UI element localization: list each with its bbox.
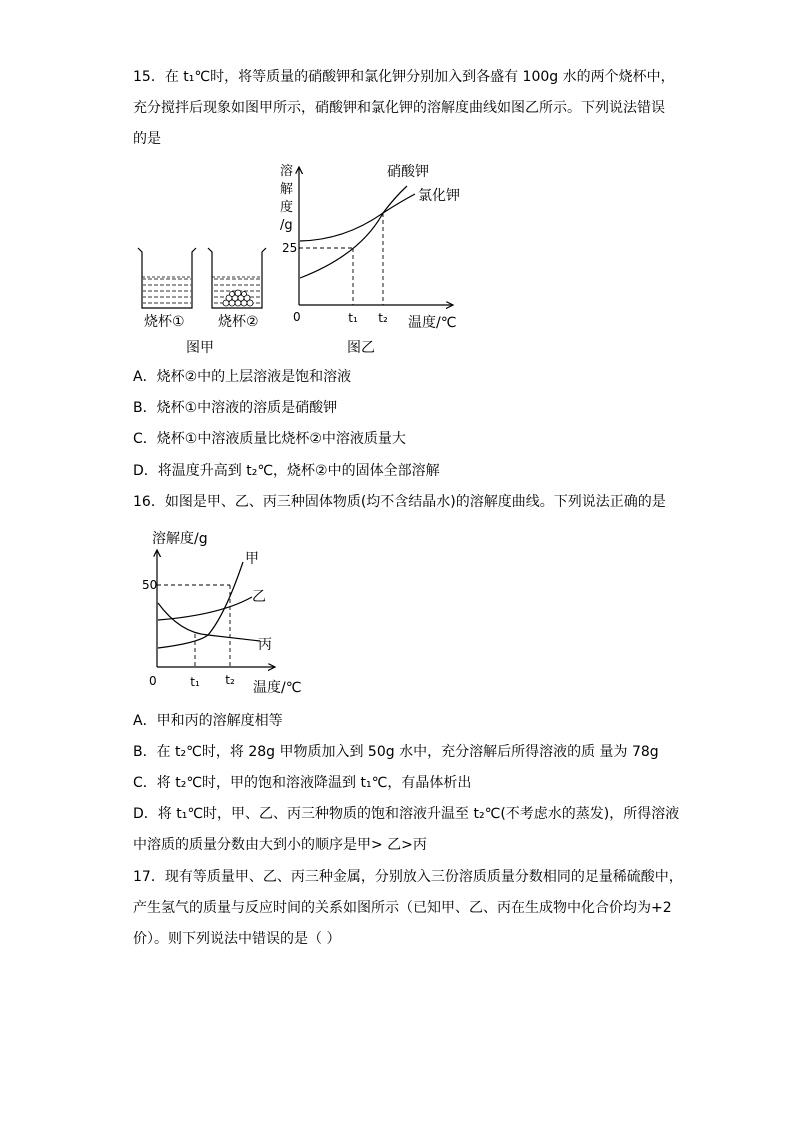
- figure-jia-caption: 图甲: [186, 340, 214, 356]
- q15-option-a[interactable]: A．烧杯②中的上层溶液是饱和溶液: [133, 369, 352, 385]
- beaker-1-label: 烧杯①: [144, 314, 185, 330]
- y-axis-label-part: /g: [280, 218, 293, 233]
- series-label: 乙: [252, 589, 266, 605]
- q16-stem: 16．如图是甲、乙、丙三种固体物质(均不含结晶水)的溶解度曲线。下列说法正确的是: [133, 494, 666, 510]
- x-tick-label: t₂: [378, 311, 388, 325]
- y-axis-label-part: 解: [280, 182, 294, 197]
- q17-stem-line-3: 价）。则下列说法中错误的是（ ）: [133, 931, 341, 947]
- origin-label: 0: [293, 310, 301, 324]
- q16-option-d-cont: 中溶质的质量分数由大到小的顺序是甲> 乙>丙: [133, 837, 427, 853]
- yi-curve: [158, 597, 252, 620]
- series-label: 硝酸钾: [387, 164, 429, 180]
- x-tick-label: t₁: [348, 311, 358, 325]
- q15-option-c[interactable]: C．烧杯①中溶液质量比烧杯②中溶液质量大: [133, 431, 406, 447]
- bing-curve: [158, 603, 260, 641]
- beaker-figure: [130, 240, 280, 320]
- x-axis-label: 温度/℃: [408, 315, 457, 331]
- y-axis-label: 溶解度/g: [152, 531, 208, 547]
- x-tick-label: t₂: [225, 673, 235, 687]
- solubility-chart-q16: [140, 525, 310, 700]
- y-axis-label-part: 溶: [280, 164, 294, 179]
- origin-label: 0: [149, 674, 157, 688]
- q15-stem-line-1: 15．在 t₁℃时，将等质量的硝酸钾和氯化钾分别加入到各盛有 100g 水的两个烧杯中，: [133, 69, 675, 85]
- y-tick-label: 50: [142, 578, 158, 592]
- y-tick-label: 25: [282, 241, 298, 255]
- potassium-nitrate-curve: [300, 186, 407, 278]
- figure-yi-caption: 图乙: [347, 340, 375, 356]
- q16-option-d[interactable]: D．将 t₁℃时，甲、乙、丙三种物质的饱和溶液升温至 t₂℃(不考虑水的蒸发)，所得溶液: [133, 806, 680, 822]
- q16-option-c[interactable]: C．将 t₂℃时，甲的饱和溶液降温到 t₁℃，有晶体析出: [133, 775, 472, 791]
- x-tick-label: t₁: [190, 675, 200, 689]
- q16-option-a[interactable]: A．甲和丙的溶解度相等: [133, 713, 283, 729]
- q15-stem-line-2: 充分搅拌后现象如图甲所示，硝酸钾和氯化钾的溶解度曲线如图乙所示。下列说法错误: [133, 100, 665, 116]
- series-label: 氯化钾: [418, 188, 460, 204]
- q17-stem-line-2: 产生氢气的质量与反应时间的关系如图所示（已知甲、乙、丙在生成物中化合价均为+2: [133, 900, 672, 916]
- beaker-2-label: 烧杯②: [218, 314, 259, 330]
- solubility-chart-yi: [270, 155, 480, 330]
- q17-stem-line-1: 17．现有等质量甲、乙、丙三种金属，分别放入三份溶质质量分数相同的足量稀硫酸中，: [133, 869, 683, 885]
- beaker-2: [208, 248, 266, 308]
- x-axis-label: 温度/℃: [253, 680, 302, 696]
- potassium-chloride-curve: [300, 194, 415, 241]
- series-label: 甲: [245, 551, 259, 567]
- q16-option-b[interactable]: B．在 t₂℃时，将 28g 甲物质加入到 50g 水中，充分溶解后所得溶液的质 量为 78g: [133, 744, 659, 760]
- series-label: 丙: [258, 637, 272, 653]
- q15-option-d[interactable]: D．将温度升高到 t₂℃，烧杯②中的固体全部溶解: [133, 463, 440, 479]
- q15-option-b[interactable]: B．烧杯①中溶液的溶质是硝酸钾: [133, 400, 338, 416]
- y-axis-label-part: 度: [280, 200, 294, 215]
- beaker-1: [138, 248, 196, 308]
- q15-stem-line-3: 的是: [133, 131, 161, 147]
